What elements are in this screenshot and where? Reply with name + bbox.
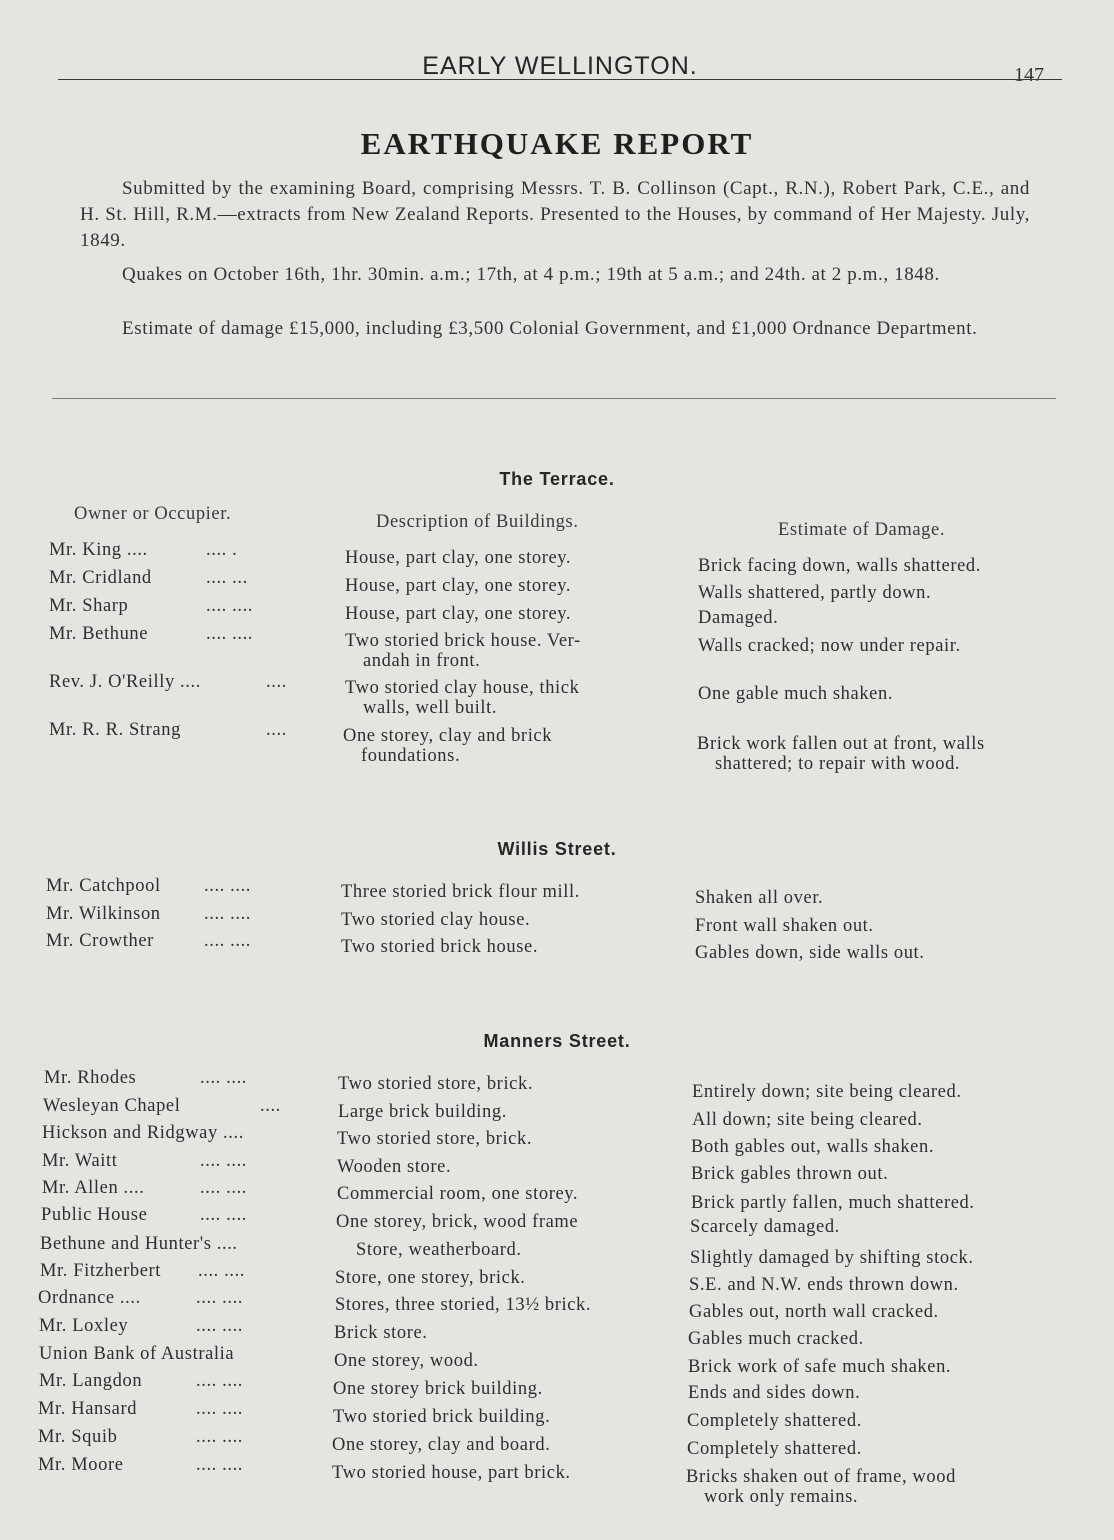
- owner-cell: Bethune and Hunter's ....: [40, 1234, 238, 1254]
- estimate-cell: Brick partly fallen, much shattered.: [691, 1193, 975, 1213]
- column-header-description: Description of Buildings.: [376, 512, 579, 532]
- section-title-willis-street: Willis Street.: [497, 839, 617, 859]
- leader-dots: ....: [266, 672, 287, 692]
- owner-cell: Mr. Langdon: [39, 1371, 143, 1391]
- description-cell: Two storied clay house, thick walls, well built.: [345, 678, 580, 718]
- description-cell: Three storied brick flour mill.: [341, 882, 580, 902]
- owner-cell: Mr. Waitt: [42, 1151, 118, 1171]
- description-cell: House, part clay, one storey.: [345, 604, 572, 624]
- owner-cell: Mr. Rhodes: [44, 1068, 137, 1088]
- estimate-cell: Brick facing down, walls shattered.: [698, 556, 982, 576]
- description-cell: House, part clay, one storey.: [345, 548, 572, 568]
- section-title-manners-street: Manners Street.: [483, 1031, 631, 1051]
- description-cell: Brick store.: [334, 1323, 428, 1343]
- description-cell: One storey brick building.: [333, 1379, 543, 1399]
- owner-cell: Mr. Catchpool: [46, 876, 161, 896]
- owner-cell: Mr. Moore: [38, 1455, 124, 1475]
- description-cell: One storey, clay and board.: [332, 1435, 551, 1455]
- leader-dots: .... ....: [196, 1316, 244, 1336]
- description-cell: Two storied store, brick.: [338, 1074, 534, 1094]
- estimate-cell: Gables out, north wall cracked.: [689, 1302, 939, 1322]
- owner-cell: Ordnance ....: [38, 1288, 141, 1308]
- leader-dots: ....: [266, 720, 287, 740]
- owner-cell: Mr. Wilkinson: [46, 904, 161, 924]
- owner-cell: Mr. Bethune: [49, 624, 149, 644]
- estimate-cell: Front wall shaken out.: [695, 916, 874, 936]
- leader-dots: .... ....: [196, 1455, 244, 1475]
- owner-cell: Mr. Allen ....: [42, 1178, 145, 1198]
- leader-dots: .... ....: [196, 1427, 244, 1447]
- owner-cell: Rev. J. O'Reilly ....: [49, 672, 201, 692]
- leader-dots: .... ....: [198, 1261, 246, 1281]
- owner-cell: Mr. King ....: [49, 540, 148, 560]
- estimate-cell: All down; site being cleared.: [692, 1110, 923, 1130]
- header-rule: [58, 79, 1062, 80]
- description-cell: Store, one storey, brick.: [335, 1268, 526, 1288]
- owner-cell: Mr. Hansard: [38, 1399, 138, 1419]
- description-cell: Stores, three storied, 13½ brick.: [335, 1295, 592, 1315]
- estimate-cell: Bricks shaken out of frame, wood work only remains.: [686, 1467, 956, 1507]
- report-title: EARTHQUAKE REPORT: [360, 126, 754, 161]
- description-cell: Commercial room, one storey.: [337, 1184, 579, 1204]
- owner-cell: Union Bank of Australia: [39, 1344, 235, 1364]
- intro-paragraph-board: Submitted by the examining Board, comprising Messrs. T. B. Collinson (Capt., R.N.), Robert Park, C.E., and H. St. Hill, R.M.—extracts from New Zealand Reports. Presented to the Houses, by command of Her Majesty. July, 1849.: [80, 178, 1030, 251]
- estimate-cell: Completely shattered.: [687, 1439, 862, 1459]
- description-cell: One storey, brick, wood frame: [336, 1212, 579, 1232]
- estimate-cell: Entirely down; site being cleared.: [692, 1082, 962, 1102]
- estimate-cell: Damaged.: [698, 608, 779, 628]
- description-cell: One storey, wood.: [334, 1351, 479, 1371]
- leader-dots: .... .: [206, 540, 238, 560]
- estimate-cell: Walls cracked; now under repair.: [698, 636, 961, 656]
- owner-cell: Mr. Cridland: [49, 568, 152, 588]
- running-header: [58, 52, 1062, 100]
- owner-cell: Mr. Loxley: [39, 1316, 129, 1336]
- leader-dots: .... ....: [204, 876, 252, 896]
- estimate-cell: Gables down, side walls out.: [695, 943, 925, 963]
- leader-dots: .... ....: [206, 624, 254, 644]
- estimate-cell: Completely shattered.: [687, 1411, 862, 1431]
- description-cell: Two storied brick house. Ver- andah in front.: [345, 631, 581, 671]
- leader-dots: .... ....: [206, 596, 254, 616]
- description-cell: Store, weatherboard.: [356, 1240, 522, 1260]
- estimate-cell: Brick work fallen out at front, walls shattered; to repair with wood.: [697, 734, 985, 774]
- section-divider: [52, 398, 1056, 399]
- estimate-cell: Scarcely damaged.: [690, 1217, 840, 1237]
- description-cell: House, part clay, one storey.: [345, 576, 572, 596]
- running-title: EARLY WELLINGTON.: [422, 52, 698, 80]
- leader-dots: .... ....: [196, 1288, 244, 1308]
- estimate-cell: Brick gables thrown out.: [691, 1164, 889, 1184]
- description-cell: Two storied brick building.: [333, 1407, 551, 1427]
- leader-dots: .... ....: [196, 1371, 244, 1391]
- estimate-cell: Gables much cracked.: [688, 1329, 864, 1349]
- estimate-cell: Walls shattered, partly down.: [698, 583, 932, 603]
- estimate-cell: Slightly damaged by shifting stock.: [690, 1248, 974, 1268]
- description-cell: Two storied clay house.: [341, 910, 531, 930]
- leader-dots: .... ....: [200, 1178, 248, 1198]
- intro-paragraph-damage: Estimate of damage £15,000, including £3,500 Colonial Government, and £1,000 Ordnance Department.: [122, 318, 978, 339]
- description-cell: Two storied brick house.: [341, 937, 539, 957]
- column-header-owner: Owner or Occupier.: [74, 504, 232, 524]
- description-cell: Two storied house, part brick.: [332, 1463, 571, 1483]
- leader-dots: .... ....: [200, 1151, 248, 1171]
- owner-cell: Mr. Fitzherbert: [40, 1261, 162, 1281]
- owner-cell: Public House: [41, 1205, 148, 1225]
- estimate-cell: Brick work of safe much shaken.: [688, 1357, 952, 1377]
- leader-dots: .... ....: [196, 1399, 244, 1419]
- description-cell: Two storied store, brick.: [337, 1129, 533, 1149]
- description-cell: Wooden store.: [337, 1157, 452, 1177]
- page-number: 147: [1014, 64, 1044, 86]
- estimate-cell: Both gables out, walls shaken.: [691, 1137, 935, 1157]
- owner-cell: Wesleyan Chapel: [43, 1096, 181, 1116]
- estimate-cell: S.E. and N.W. ends thrown down.: [689, 1275, 959, 1295]
- leader-dots: .... ....: [200, 1205, 248, 1225]
- owner-cell: Mr. Sharp: [49, 596, 129, 616]
- owner-cell: Hickson and Ridgway ....: [42, 1123, 244, 1143]
- intro-paragraph-quakes: Quakes on October 16th, 1hr. 30min. a.m.; 17th, at 4 p.m.; 19th at 5 a.m.; and 24th. at 2 p.m., 1848.: [122, 264, 940, 285]
- section-title-terrace: The Terrace.: [499, 469, 615, 489]
- estimate-cell: One gable much shaken.: [698, 684, 894, 704]
- leader-dots: .... ....: [204, 931, 252, 951]
- description-cell: Large brick building.: [338, 1102, 507, 1122]
- owner-cell: Mr. R. R. Strang: [49, 720, 181, 740]
- owner-cell: Mr. Crowther: [46, 931, 154, 951]
- estimate-cell: Shaken all over.: [695, 888, 824, 908]
- leader-dots: .... ....: [200, 1068, 248, 1088]
- leader-dots: .... ....: [204, 904, 252, 924]
- estimate-cell: Ends and sides down.: [688, 1383, 861, 1403]
- leader-dots: ....: [260, 1096, 281, 1116]
- column-header-estimate: Estimate of Damage.: [778, 520, 946, 540]
- description-cell: One storey, clay and brick foundations.: [343, 726, 553, 766]
- owner-cell: Mr. Squib: [38, 1427, 118, 1447]
- leader-dots: .... ...: [206, 568, 248, 588]
